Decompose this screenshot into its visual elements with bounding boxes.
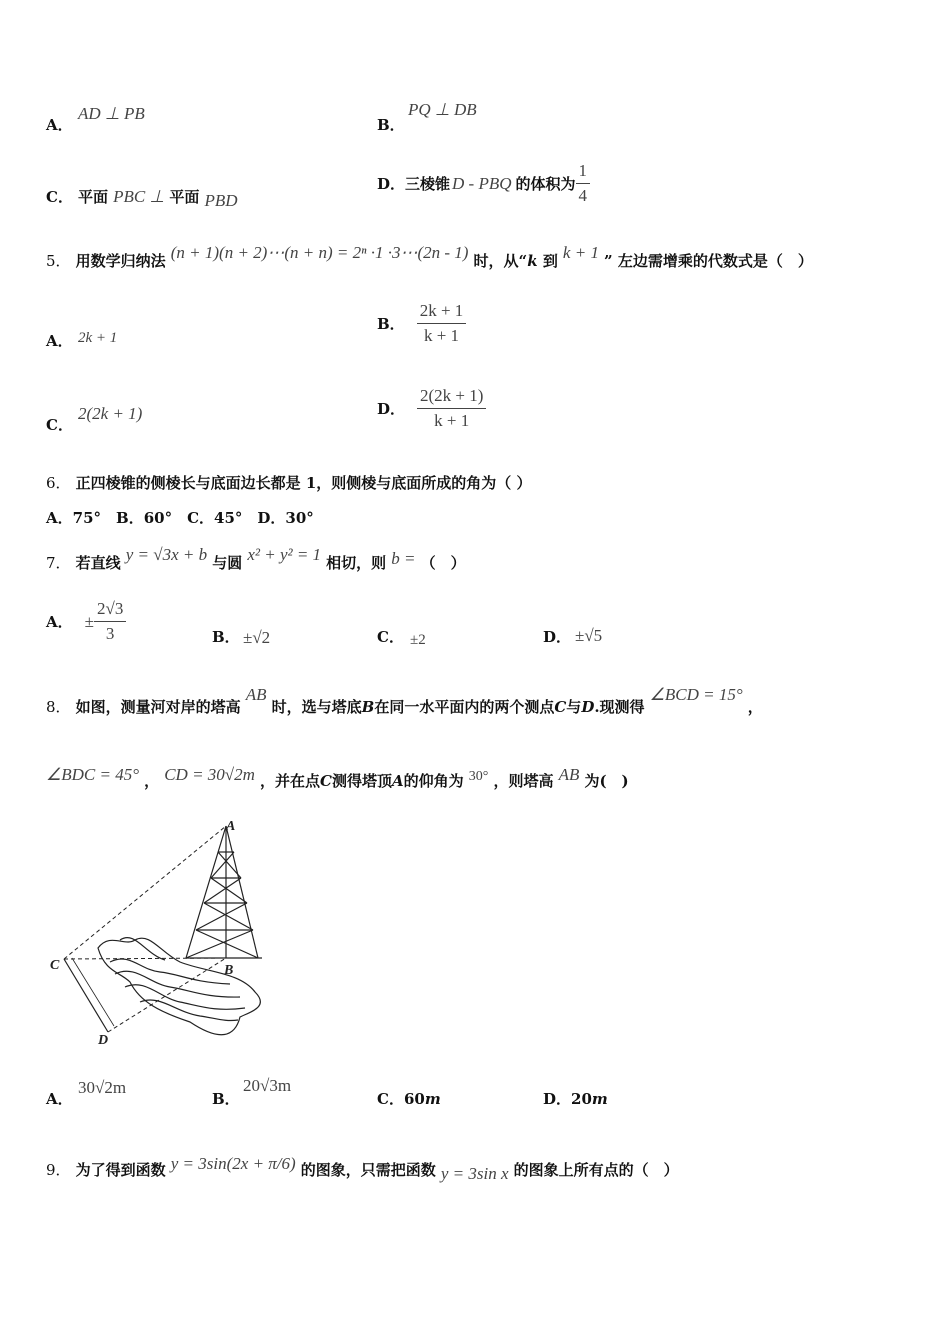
denominator: 3: [105, 624, 115, 643]
q4-option-a-expr: AD ⊥ PB: [78, 104, 145, 123]
q6-stem: [46, 472, 532, 493]
option-label: A．: [46, 116, 73, 134]
q8-option-a-expr: 30√2m: [78, 1078, 127, 1097]
question-text: 的图象，只需把函数: [300, 1161, 436, 1179]
fraction: [417, 385, 486, 432]
formula: (n + 1)(n + 2)⋯(n + n) = 2ⁿ ·1 ·3⋯(2n - 1): [170, 243, 469, 262]
option-label: B．: [377, 315, 405, 333]
q5-option-b: [377, 300, 466, 347]
q7-option-a: [46, 598, 126, 645]
question-text: 为了得到函数: [75, 1161, 166, 1179]
option-unit: m: [424, 1090, 441, 1108]
q4-option-d: [377, 160, 590, 207]
formula: x² + y² = 1: [247, 545, 322, 564]
formula: y = 3sin x: [440, 1164, 509, 1183]
denominator: k + 1: [434, 411, 470, 430]
question-var: k: [527, 252, 538, 270]
option-text: 平面: [78, 188, 109, 206]
question-text: .现测得: [594, 698, 645, 716]
option-unit: m: [591, 1090, 608, 1108]
question-text: 的仰角为: [403, 772, 464, 790]
q4-option-b-label: B．: [377, 116, 405, 134]
q8-stem-line2: [46, 765, 629, 791]
q4-option-a: [46, 114, 73, 135]
plus-minus: ±: [84, 611, 94, 631]
question-text: ，: [144, 772, 160, 790]
option-value: 60: [403, 1090, 425, 1108]
question-text: 若直线: [75, 554, 121, 572]
formula: ∠BCD = 15°: [649, 685, 743, 704]
q4-option-b-expr: PQ ⊥ DB: [408, 100, 477, 119]
option-label: C．: [46, 188, 73, 206]
q7-option-c-label: C．: [377, 628, 404, 646]
question-text: 的图象上所有点的（ ）: [513, 1161, 679, 1179]
formula: AB: [558, 765, 580, 784]
option-label: C．: [377, 1090, 404, 1108]
q8-option-c: [377, 1088, 441, 1109]
question-text: 与: [566, 698, 582, 716]
question-number: 8．: [46, 698, 71, 716]
segment-cd: [64, 959, 108, 1032]
q9-stem: [46, 1154, 679, 1183]
label-b: B: [224, 963, 234, 978]
question-text: 正四棱锥的侧棱长与底面边长都是 1，则侧棱与底面所成的角为（ ）: [75, 474, 532, 492]
question-text: 时，从“: [473, 252, 528, 270]
numerator: 2k + 1: [417, 300, 467, 324]
option-expr: PBD: [204, 191, 238, 210]
q7-option-d-expr: ±√5: [575, 626, 603, 645]
option-expr: D - PBQ: [452, 173, 512, 193]
option-label: D．: [543, 1090, 572, 1108]
q5-option-a-label: A．: [46, 332, 73, 350]
fraction: [417, 300, 467, 347]
question-var: D: [581, 698, 595, 716]
label-c: C: [50, 958, 60, 973]
option-text: 的体积为: [515, 175, 576, 193]
q7-option-d-label: D．: [543, 628, 572, 646]
q8-option-d: [543, 1088, 608, 1109]
q8-option-b-label: B．: [212, 1090, 240, 1108]
option-label: A．: [46, 613, 73, 631]
question-text: 与圆: [212, 554, 243, 572]
q8-option-a-label: A．: [46, 1090, 73, 1108]
formula: AB: [245, 685, 267, 704]
fraction: [94, 598, 126, 645]
question-number: 9．: [46, 1161, 71, 1179]
question-text: ” 左边需增乘的代数式是（ ）: [604, 252, 813, 270]
option-value: 20: [571, 1090, 592, 1108]
question-number: 6．: [46, 474, 71, 492]
question-text: 到: [537, 252, 558, 270]
numerator: 2(2k + 1): [417, 385, 486, 409]
q7-option-b-expr: ±√2: [243, 628, 271, 647]
question-text: （ ）: [420, 554, 466, 572]
question-number: 5．: [46, 252, 71, 270]
option-expr: PBC ⊥: [113, 187, 165, 206]
numerator: 2√3: [94, 598, 126, 622]
option-text: 三棱锥: [405, 175, 451, 193]
denominator: 4: [578, 186, 588, 205]
tower-figure: [40, 812, 280, 1052]
question-text: 相切，则: [326, 554, 387, 572]
formula: b =: [391, 549, 416, 568]
question-text: 用数学归纳法: [75, 252, 166, 270]
question-text: ，: [747, 698, 763, 716]
question-text: ，则塔高: [493, 772, 554, 790]
q5-option-c-label: C．: [46, 416, 73, 434]
question-text: 测得塔顶: [331, 772, 392, 790]
formula: y = 3sin(2x + π/6): [170, 1154, 296, 1173]
q5-stem: [46, 243, 813, 271]
q8-stem-line1: [46, 685, 763, 717]
q5-option-d: [377, 385, 486, 432]
q5-option-a-expr: 2k + 1: [78, 330, 118, 346]
q7-option-c-expr: ±2: [410, 632, 426, 648]
q6-options: A．75° B．60° C．45° D．30°: [46, 509, 314, 527]
label-d: D: [98, 1033, 109, 1048]
question-var: B: [361, 698, 375, 716]
denominator: k + 1: [423, 326, 460, 345]
question-text: 在同一水平面内的两个测点: [374, 698, 555, 716]
formula: y = √3x + b: [125, 545, 208, 564]
option-text: 平面: [169, 188, 200, 206]
question-var: C: [554, 698, 567, 716]
q5-option-c-expr: 2(2k + 1): [78, 404, 143, 423]
question-text: 如图，测量河对岸的塔高: [75, 698, 241, 716]
formula: CD = 30√2m: [164, 765, 255, 784]
question-number: 7．: [46, 554, 71, 572]
question-var: C: [320, 772, 332, 790]
formula: k + 1: [562, 243, 599, 262]
question-text: 为( ): [584, 772, 629, 790]
label-a: A: [226, 819, 236, 834]
option-label: D．: [377, 400, 406, 418]
q7-option-b-label: B．: [212, 628, 240, 646]
option-label: D．: [377, 175, 406, 193]
formula: 30°: [468, 769, 489, 784]
q4-option-c: [46, 186, 238, 210]
numerator: 1: [576, 160, 591, 184]
question-text: 时，选与塔底: [271, 698, 362, 716]
fraction: [576, 160, 591, 207]
question-var: A: [392, 772, 404, 790]
q7-stem: [46, 545, 466, 573]
question-text: ，并在点: [260, 772, 321, 790]
q8-option-b-expr: 20√3m: [243, 1076, 292, 1095]
formula: ∠BDC = 45°: [46, 765, 140, 784]
